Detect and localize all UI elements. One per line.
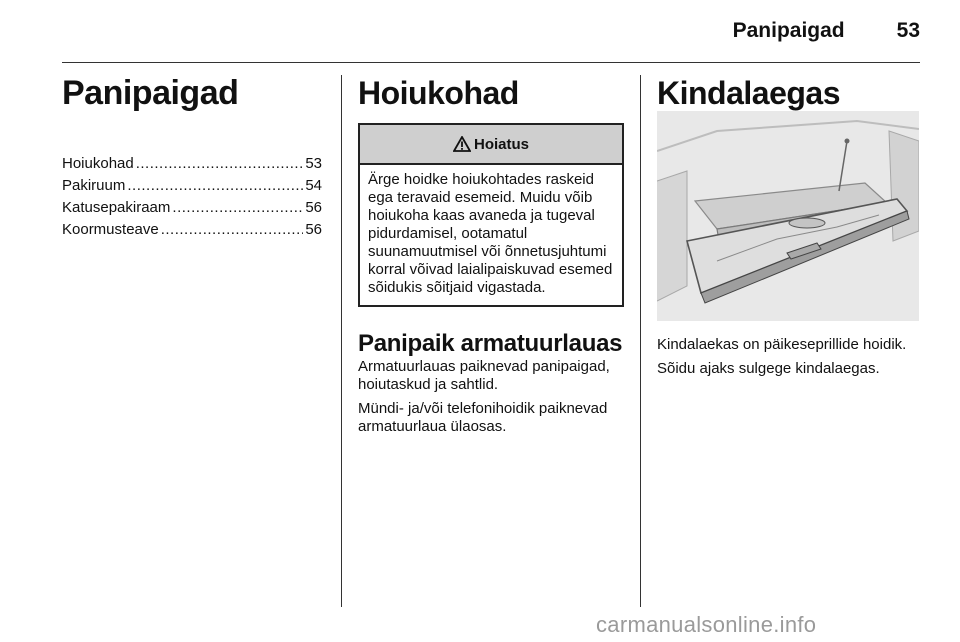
toc-title: Katusepakiraam [62,199,171,216]
watermark: carmanualsonline.info [596,612,817,637]
column-glovebox [657,75,919,377]
glovebox-text [657,336,927,378]
toc-page: 56 [305,199,322,216]
warning-triangle-icon [453,136,471,152]
column-contents [62,74,322,238]
toc-leader [172,197,303,219]
paragraph: Mündi- ja/või telefonihoidik paiknevad armatuurlaua ülaosas. [358,400,608,435]
warning-label: Hoiatus [473,135,529,153]
toc-title: Pakiruum [62,177,126,194]
header-rule [62,62,920,63]
toc-title: Koormusteave [62,221,159,238]
section-title: Hoiukohad [358,75,519,111]
page-header [733,16,920,46]
toc-page: 53 [305,155,322,172]
toc-leader [161,219,304,241]
warning-box [358,123,624,307]
column-storage [358,75,623,435]
subsection-title: Panipaik armatuurlauas [358,330,623,357]
page-number: 53 [896,19,920,42]
header-title: Panipaigad [732,19,845,42]
toc-page: 54 [305,177,322,194]
toc-page: 56 [305,221,322,238]
column-divider [640,75,641,607]
toc-item[interactable] [62,175,322,197]
toc-leader [127,175,303,197]
section-title: Kindalaegas [657,75,841,111]
chapter-title: Panipaigad [62,74,239,112]
toc-item[interactable] [62,219,322,241]
paragraph: Kindalaekas on päikeseprillide hoidik. [657,336,907,353]
table-of-contents [62,153,322,241]
warning-header [360,125,622,165]
toc-leader [136,153,304,175]
paragraph: Armatuurlauas paiknevad panipaigad, hoiutaskud ja sahtlid. [358,358,610,393]
warning-text: Ärge hoidke hoiukohtades raskeid ega teravaid esemeid. Muidu võib hoiukoha kaas avaneda ja tugeval pidurdamisel, ootamatul suunamuutmisel või õnnetusjuhtumi korral võivad laialipaiskuvad esemed sõidukis sõitjaid vigastada. [368,171,613,296]
paragraph: Sõidu ajaks sulgege kindalaegas. [657,360,880,377]
toc-item[interactable] [62,197,322,219]
glovebox-illustration [657,111,919,321]
column-divider [341,75,342,607]
toc-title: Hoiukohad [62,155,134,172]
toc-item[interactable] [62,153,322,175]
dashboard-storage-section [358,330,628,436]
